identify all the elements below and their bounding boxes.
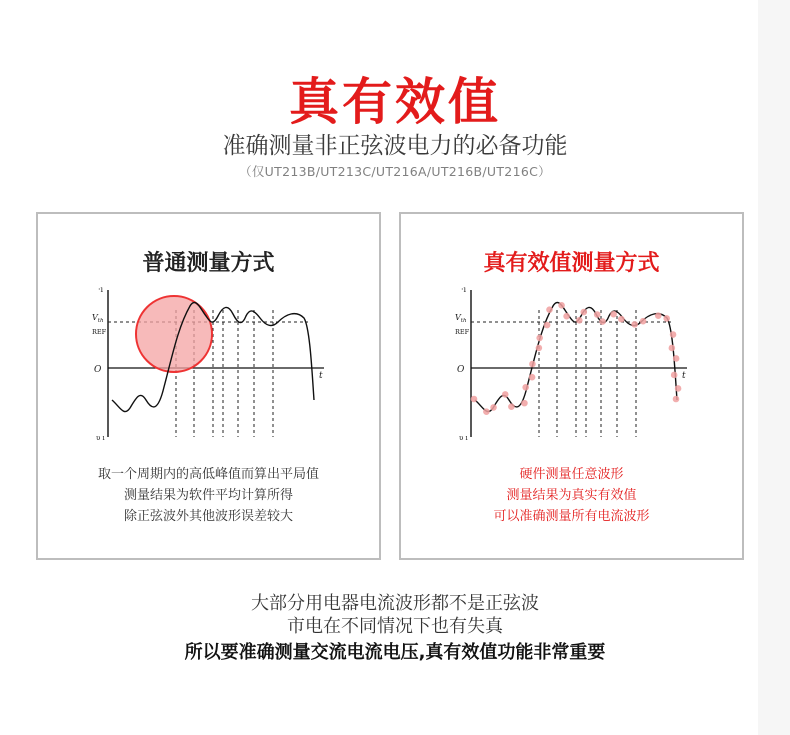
- sample-dot: [521, 400, 528, 407]
- true-rms-measurement-panel: [399, 212, 744, 560]
- sample-lines: [539, 310, 636, 437]
- sample-dot: [669, 345, 676, 352]
- sample-dot: [558, 302, 565, 309]
- sample-dot: [580, 309, 587, 316]
- sample-dot: [529, 361, 536, 368]
- desc-line-3: 除正弦波外其他波形误差较大: [123, 509, 293, 524]
- waveform-graph: [86, 282, 336, 442]
- sample-dot: [671, 372, 678, 379]
- vth-label: $V_{th}$: [92, 313, 104, 324]
- sample-dot: [522, 384, 529, 391]
- origin-label: O: [457, 365, 465, 375]
- page-title: 真有效值: [289, 73, 501, 131]
- sample-dot: [640, 318, 647, 325]
- normal-measurement-panel: [36, 212, 381, 560]
- sample-dot: [599, 318, 606, 325]
- footer-line-2: 市电在不同情况下也有失真: [287, 616, 503, 637]
- desc-line-2: 测量结果为真实有效值: [506, 488, 637, 503]
- t-label: t: [319, 371, 323, 381]
- sample-dot: [483, 408, 490, 415]
- sample-dot: [663, 315, 670, 322]
- panel-title: 普通测量方式: [142, 251, 275, 276]
- sample-dot: [610, 311, 617, 318]
- sample-dot: [563, 313, 570, 320]
- panel-description: [401, 464, 742, 527]
- ref-label: REF: [92, 328, 107, 336]
- axis-top-label: ·ı: [98, 285, 104, 294]
- footer-line-1: 大部分用电器电流波形都不是正弦波: [251, 593, 539, 614]
- sample-dot: [576, 317, 583, 324]
- sample-dot: [675, 385, 682, 392]
- sample-dot: [546, 306, 553, 313]
- footer-line-3: 所以要准确测量交流电流电压,真有效值功能非常重要: [184, 642, 606, 663]
- desc-line-1: 取一个周期内的高低峰值而算出平局值: [97, 467, 319, 482]
- sample-dot: [631, 321, 638, 328]
- sample-dot: [529, 374, 536, 381]
- sample-dot: [544, 322, 551, 329]
- sample-dot: [673, 355, 680, 362]
- origin-label: O: [94, 365, 102, 375]
- ref-label: REF: [455, 328, 470, 336]
- page-subtitle: 准确测量非正弦波电力的必备功能: [222, 133, 568, 159]
- sample-dot: [670, 331, 677, 338]
- sample-dot: [618, 316, 625, 323]
- axis-bottom-label: υ ı: [96, 434, 105, 442]
- sample-dot: [490, 404, 497, 411]
- footer-text: [0, 592, 790, 664]
- sample-dot: [536, 345, 543, 352]
- sample-dot: [536, 335, 543, 342]
- desc-line-3: 可以准确测量所有电流波形: [493, 509, 650, 524]
- sample-dot: [655, 312, 662, 319]
- desc-line-1: 硬件测量任意波形: [519, 467, 624, 482]
- sample-dot: [508, 403, 515, 410]
- vth-label: $V_{th}$: [455, 313, 467, 324]
- t-label: t: [682, 371, 686, 381]
- waveform-graph: [449, 282, 699, 442]
- desc-line-2: 测量结果为软件平均计算所得: [123, 488, 293, 503]
- sample-dot: [502, 391, 509, 398]
- axis-bottom-label: υ ı: [459, 434, 468, 442]
- panel-title: 真有效值测量方式: [483, 251, 660, 276]
- sample-dot: [673, 396, 680, 403]
- panel-description: [38, 464, 379, 527]
- model-list: （仅UT213B/UT213C/UT216A/UT216B/UT216C）: [239, 164, 551, 179]
- axis-top-label: ·ı: [461, 285, 467, 294]
- sample-dot: [594, 311, 601, 318]
- sample-dot: [471, 396, 478, 403]
